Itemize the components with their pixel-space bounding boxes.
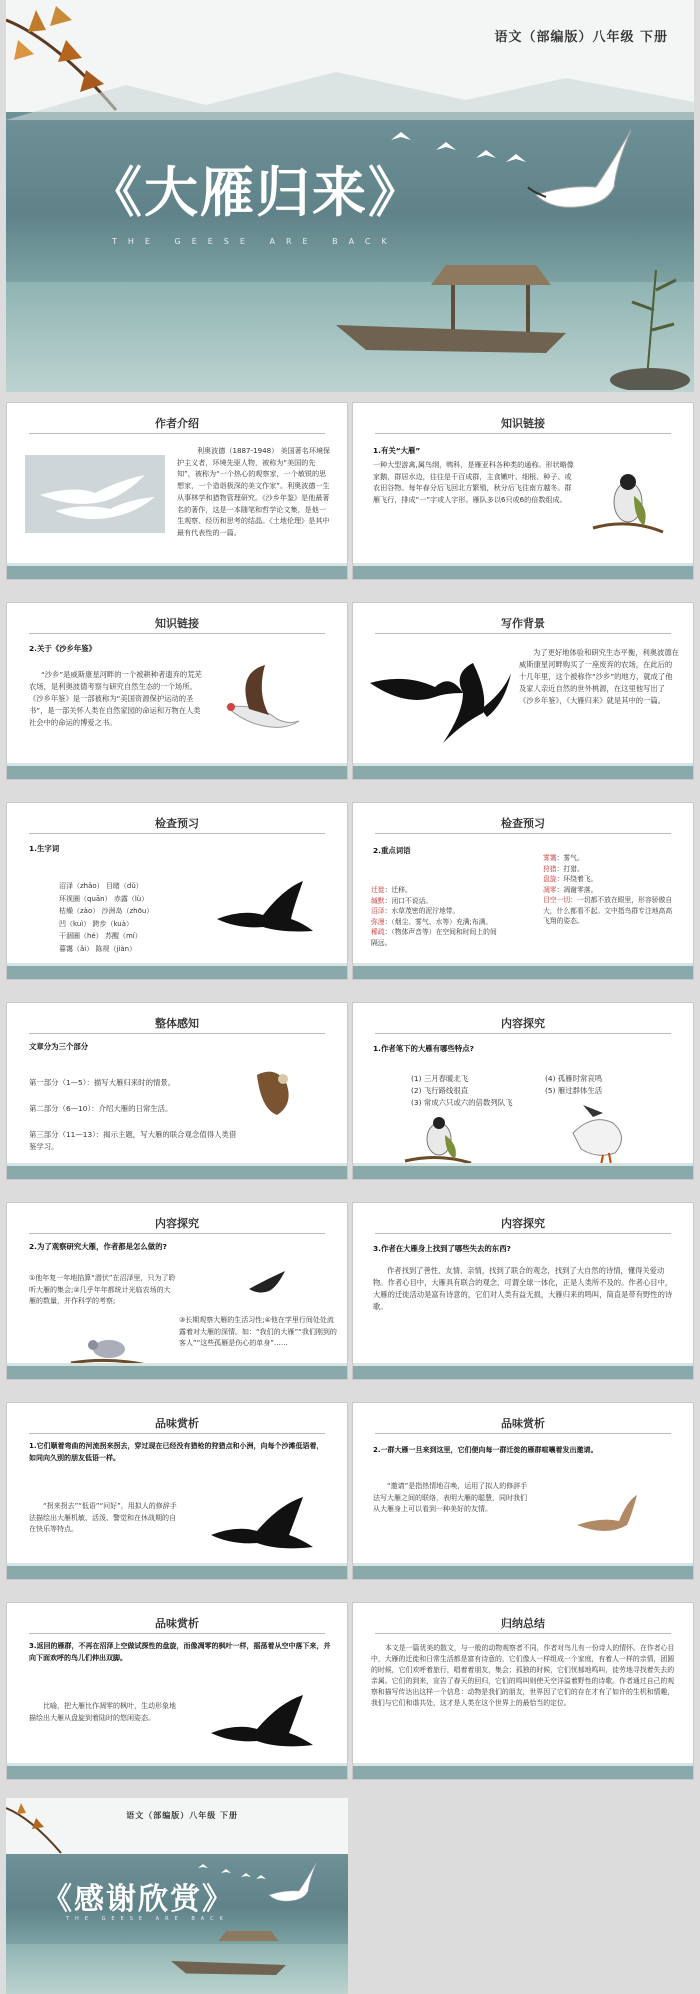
- eagle-icon: [247, 1065, 297, 1125]
- footer-bar: [353, 966, 693, 979]
- background-text: 为了更好地体验和研究生态平衡，利奥波德在威斯康星河畔购买了一座废弃的农场，在此后的十几年里，这个被称作“沙乡”的地方，就成了他及家人亲近自然的世外桃源，在这里他写出了《沙乡年鉴》，《大雁归来》就是其中的一篇。: [519, 648, 679, 706]
- slide-explore-3: [352, 1202, 694, 1380]
- method-text-a: ①他年复一年地掐算“潜伏”在沼泽里，只为了聆听大雁的集会;②几乎年年都统计光临农场的大雁的数量，并作科学的考察;: [29, 1274, 176, 1306]
- slide-explore-2: [6, 1202, 348, 1380]
- terms-right: 雾霭：雾气。 狩猎：打猎。 盘旋：环绕着飞。 凋零：凋谢零落。 目空一切：一切都不放在眼里，形容骄傲自大，什么都看不起。文中指鸟群专注地高高飞翔的姿态。: [543, 854, 673, 926]
- definition: 凋谢零落。: [563, 885, 598, 894]
- slide-title: 整体感知: [155, 1017, 199, 1030]
- part-line: 第三部分（11—13）：揭示主题，写大雁的联合观念值得人类借鉴学习。: [29, 1130, 237, 1152]
- section-head: 1.它们顺着弯曲的河流拐来拐去，穿过现在已经没有猎枪的狩猎点和小洲，向每个沙滩低语着，如同向久别的朋友低语一样。: [29, 1442, 324, 1462]
- definition: 迁移。: [391, 886, 412, 894]
- definition: 一切都不放在眼里，形容骄傲自大，什么都看不起。文中指鸟群专注地高高飞翔的姿态。: [543, 896, 673, 926]
- slide-title: 知识链接: [155, 617, 199, 630]
- white-bird-icon: [563, 1103, 633, 1168]
- appreciate-text: “拐来拐去”“低语”“问好”，用拟人的修辞手法描绘出大雁机敏、活泼、警觉和在休战期的自在快乐等特点。: [29, 1502, 177, 1534]
- footer-bar: [353, 766, 693, 779]
- appreciate-text: 比喻，把大雁比作凋零的枫叶，生动形象地描绘出大雁从盘旋到着陆时的悠闲姿态。: [29, 1702, 176, 1722]
- cover-subject: 语文（部编版）八年级 下册: [126, 1811, 238, 1820]
- divider: [29, 433, 325, 434]
- end-title: 《感谢欣赏》: [42, 1882, 234, 1917]
- footer-bar: [353, 1166, 693, 1179]
- term: 目空一切: [543, 896, 571, 905]
- vocab-line: 凹（kuì） 跨步（kuà）: [59, 919, 134, 928]
- cover-subtitle-en: THE GEESE ARE BACK: [66, 1916, 229, 1922]
- author-text: 利奥波德（1887-1948） 美国著名环境保护主义者，环境先驱人物，被称为“美国的先知”，被称为“一个热心的观察家，一个敏锐的思想家，一个造诣极深的美文作家”。利奥波德一生从事林学和猎物管理研究。《沙乡年鉴》是他最著名的著作，这是一本随笔和哲学论文集，是他一生观察、经历和思考的结晶。《土地伦理》是其中最有代表性的一篇。: [177, 446, 331, 537]
- divider: [375, 633, 671, 634]
- cover-slide: [6, 0, 694, 392]
- vocab-list: [59, 881, 209, 956]
- divider: [375, 833, 671, 834]
- footer-bar: [7, 966, 347, 979]
- definition: 闭口不说话。: [391, 896, 433, 905]
- footer-bar: [7, 566, 347, 579]
- goose-silhouette-icon: [207, 1693, 317, 1755]
- knowledge-text: 一种大型游禽,属鸟纲，鸭科，是雁亚科各种类的通称。形状略像家鹅，群居水边，往往是千百成群，主食嫩叶、细根、种子、或农田谷物。每年春分后飞回北方繁殖，秋分后飞往南方越冬。群雁飞行，排成“一”字或人字形。雁队多以6只或6的倍数组成。: [373, 460, 574, 505]
- divider: [29, 633, 325, 634]
- slide-title: 内容探究: [501, 1017, 545, 1030]
- feature-item: (2) 飞行路线很直: [411, 1086, 469, 1096]
- vocab-line: 沼泽（zhǎo） 目睹（dǔ）: [59, 882, 143, 890]
- divider: [375, 1633, 671, 1634]
- divider: [29, 1633, 325, 1634]
- footer-bar: [7, 1766, 347, 1779]
- boat-pavilion-icon: [166, 1926, 296, 1981]
- method-text-b: ③长期观察大雁的生活习性;④他在学里行间处处流露着对大雁的深情。如：“我们的大雁”“我们刚到的客人”“这些孤雁是伤心的单身”……: [179, 1316, 337, 1348]
- term: 稀疏: [371, 928, 385, 937]
- swans-photo-icon: [25, 455, 165, 533]
- divider: [29, 1433, 325, 1434]
- end-slide: [6, 1798, 348, 1994]
- cover-subject: 语文（部编版）八年级 下册: [494, 30, 668, 45]
- slide-overview: [6, 1002, 348, 1180]
- flying-geese-icon: [196, 1858, 271, 1883]
- feature-item: (5) 雁过群体生活: [545, 1086, 603, 1096]
- section-head: 3.返回的雁群，不再在沼泽上空做试探性的盘旋，而像凋零的枫叶一样，摇荡着从空中落下来，并向下面欢呼的鸟儿们伸出双脚。: [29, 1642, 331, 1662]
- slide-title: 归纳总结: [501, 1617, 545, 1630]
- definition: （物体声音等）在空间和时间上的间隔远。: [371, 928, 497, 947]
- term: 凋零: [543, 885, 557, 894]
- footer-bar: [353, 1366, 693, 1379]
- explore-text: 作者找到了善性、友情、亲情，找到了联合的观念，找到了大自然的诗情，懂得关爱动物。作者心目中，大雁具有联合的观念，可谓全球一体化，正是人类所不及的。作者心目中，大雁的迁徙活动是富有诗意的，它们对人类有益无损，大雁归来的鸣叫，简直是带有野性的诗歌。: [373, 1266, 673, 1312]
- slide-title: 内容探究: [501, 1217, 545, 1230]
- term: 沼泽: [371, 907, 385, 916]
- boat-pavilion-icon: [326, 255, 586, 365]
- mountains-icon: [6, 60, 694, 120]
- section-head: 文章分为三个部分: [29, 1042, 89, 1051]
- slide-knowledge-1: [352, 402, 694, 580]
- definition: 雾气。: [563, 854, 584, 862]
- footer-bar: [7, 1166, 347, 1179]
- flying-geese-icon: [386, 120, 536, 170]
- feature-list-right: [545, 1073, 665, 1097]
- vocab-line: 暮霭（ǎi） 陈规（jiàn）: [59, 944, 137, 953]
- swallow-icon: [247, 1269, 287, 1299]
- crane-silhouette-icon: [433, 653, 513, 753]
- bamboo-icon: [606, 250, 694, 390]
- crane-icon: [264, 1860, 319, 1915]
- slide-appreciate-3: [6, 1602, 348, 1780]
- footer-bar: [7, 1366, 347, 1379]
- slide-title: 检查预习: [501, 817, 545, 830]
- brown-duck-icon: [571, 1491, 641, 1541]
- section-head: 2.重点词语: [373, 846, 411, 855]
- slide-summary: [352, 1602, 694, 1780]
- definition: 水草茂密的泥泞地带。: [391, 907, 460, 916]
- goose-silhouette-icon: [207, 1495, 317, 1557]
- divider: [375, 1233, 671, 1234]
- divider: [29, 1233, 325, 1234]
- slide-appreciate-1: [6, 1402, 348, 1580]
- slide-title: 作者介绍: [155, 417, 199, 430]
- section-head: 2.为了观察研究大雁，作者都是怎么做的?: [29, 1242, 167, 1251]
- slide-explore-1: [352, 1002, 694, 1180]
- appreciate-text: “邀请”是指热情地召唤，运用了拟人的修辞手法写大雁之间的联络，表明大雁的聪慧，同时我们从大雁身上可以看到一种美好的友情。: [373, 1482, 528, 1514]
- crane-icon: [526, 125, 636, 235]
- cover-title: 《大雁归来》: [88, 160, 424, 224]
- songbird-icon: [588, 468, 668, 538]
- footer-bar: [353, 1566, 693, 1579]
- term: 狩猎: [543, 864, 557, 873]
- slide-preview-2: [352, 802, 694, 980]
- slide-title: 检查预习: [155, 817, 199, 830]
- divider: [29, 833, 325, 834]
- section-head: 1.作者笔下的大雁有哪些特点?: [373, 1044, 474, 1053]
- section-head: 3.作者在大雁身上找到了哪些失去的东西?: [373, 1244, 511, 1253]
- divider: [29, 1033, 325, 1034]
- definition: 打猎。: [563, 864, 584, 873]
- terms-left: 迁徙：迁移。 缄默：闭口不说话。 沼泽：水草茂密的泥泞地带。 弥漫：（烟尘、雾气、水等）充满;布满。 稀疏：（物体声音等）在空间和时间上的间隔远。: [371, 886, 497, 947]
- divider: [375, 1033, 671, 1034]
- slide-title: 品味赏析: [501, 1417, 545, 1430]
- slide-title: 写作背景: [501, 617, 545, 630]
- divider: [375, 433, 671, 434]
- footer-bar: [353, 1766, 693, 1779]
- slide-title: 知识链接: [501, 417, 545, 430]
- slide-title: 品味赏析: [155, 1417, 199, 1430]
- songbird-icon: [403, 1113, 473, 1168]
- slide-appreciate-2: [352, 1402, 694, 1580]
- section-head: 1.生字词: [29, 844, 60, 853]
- feature-item: (4) 孤雁时常哀鸣: [545, 1074, 603, 1083]
- vocab-line: 干涸圈（hé） 苏醒（mí）: [59, 932, 142, 941]
- section-head: 1.有关“大雁”: [373, 446, 421, 455]
- feature-list-left: [411, 1073, 551, 1110]
- term: 弥漫: [371, 917, 385, 926]
- footer-bar: [353, 566, 693, 579]
- divider: [375, 1433, 671, 1434]
- slide-preview-1: [6, 802, 348, 980]
- feature-item: (3) 常成六只或六的倍数列队飞: [411, 1098, 513, 1108]
- definition: 环绕着飞。: [563, 875, 598, 884]
- vocab-line: 枯燥（zào） 沙洲岛（zhōu）: [59, 907, 154, 916]
- slide-title: 品味赏析: [155, 1617, 199, 1630]
- knowledge-text: “沙乡”是威斯康星河畔的一个被耕种者遗弃的荒芜农场，是利奥波德考察与研究自然生态的一个场所。《沙乡年鉴》是一部被称为“美国资源保护运动的圣书”，是一部关怀人类在自然家园的命运和万物在人类社会中的命运的博爱之书。: [29, 670, 202, 728]
- vocab-line: 环视圈（quān） 赤露（lù）: [59, 894, 149, 903]
- footer-bar: [7, 1566, 347, 1579]
- summary-text: 本文是一篇优美的散文，与一般的动物观察者不同，作者对鸟儿有一份诗人的情怀。在作者心目中，大雁的迁徙和日常生活都是富有诗意的，它们像人一样组成一个家庭，有着人一样的亲情，团圆的时候，它们欢呼着旅行，唱着着朋友，集会；孤独的时候，它们忧郁地鸣叫，徒劳地寻找着失去的亲属。它们的到来，宣告了春天的回归，它们的鸣叫则使天空洋溢着野性的诗歌。作者通过自己的观察和描写传达出这样一个信息：动物是我们的朋友，世界因了它们的存在才有了如许的生机和情趣，我们与它们和谐共处，这才是人类在这个世界上的最恰当的定位。: [371, 1644, 675, 1708]
- goose-silhouette-icon: [213, 879, 317, 939]
- feature-item: (1) 三月春暖北飞: [411, 1074, 469, 1083]
- definition: （烟尘、雾气、水等）充满;布满。: [391, 917, 493, 926]
- slide-background: [352, 602, 694, 780]
- term: 缄默: [371, 896, 385, 905]
- maple-branch-icon: [6, 1798, 76, 1858]
- term: 雾霭: [543, 854, 557, 862]
- part-line: 第二部分（6—10）：介绍大雁的日常生活。: [29, 1104, 173, 1113]
- term: 迁徙: [371, 886, 385, 894]
- footer-bar: [7, 766, 347, 779]
- goose-flying-icon: [217, 663, 307, 743]
- slide-knowledge-2: [6, 602, 348, 780]
- section-head: 2.一群大雁一旦来到这里，它们便向每一群迁徙的雁群喧嚷着发出邀请。: [373, 1446, 598, 1454]
- slide-title: 内容探究: [155, 1217, 199, 1230]
- term: 盘旋: [543, 875, 557, 884]
- cover-subtitle-en: THE GEESE ARE BACK: [112, 237, 398, 246]
- section-head: 2.关于《沙乡年鉴》: [29, 644, 97, 653]
- part-line: 第一部分（1—5）：描写大雁归来时的情景。: [29, 1078, 176, 1087]
- slide-author: [6, 402, 348, 580]
